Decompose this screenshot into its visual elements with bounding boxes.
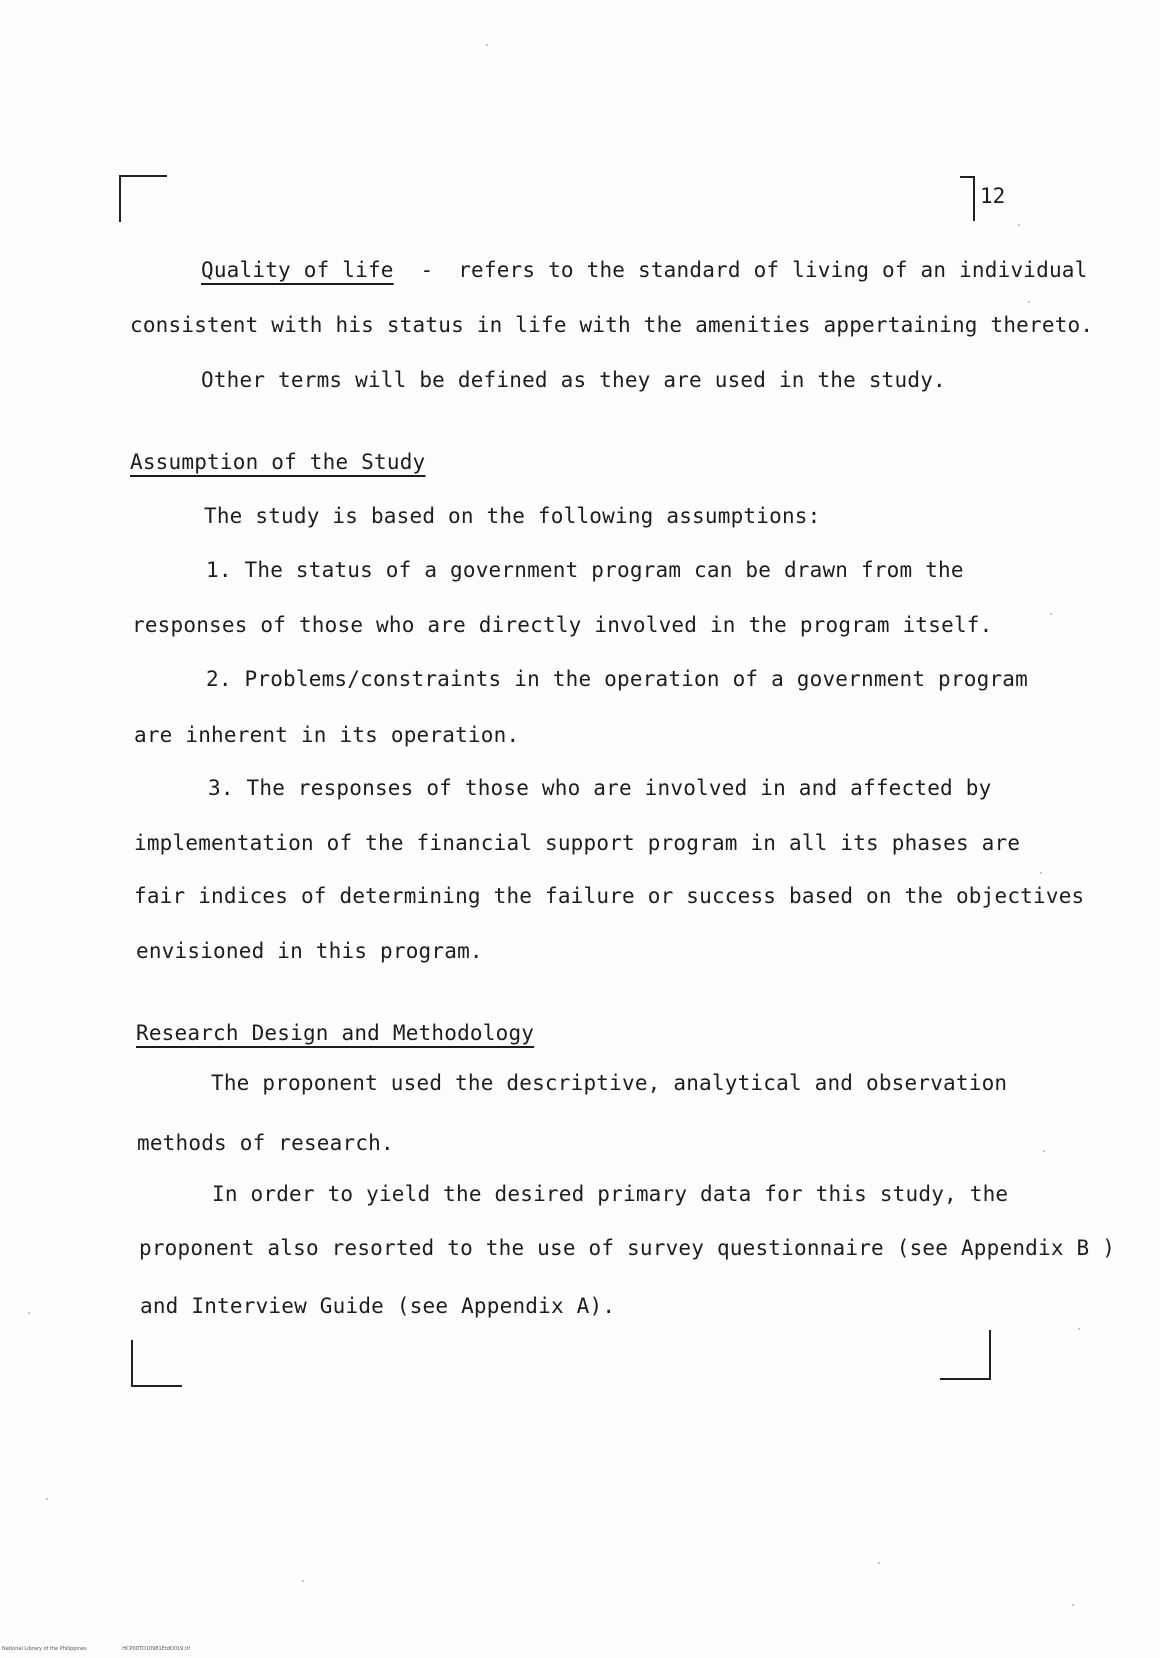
assumption-3-line-4: envisioned in this program.: [136, 939, 483, 963]
scan-speck: [1050, 613, 1052, 615]
assumption-1-line-2: responses of those who are directly involved in the program itself.: [132, 613, 993, 637]
assumption-2-line-2: are inherent in its operation.: [134, 723, 520, 747]
scan-speck: [486, 44, 488, 46]
crop-mark-bottom-right-vertical: [989, 1330, 991, 1380]
scan-speck: [46, 1498, 48, 1500]
definition-line-2: consistent with his status in life with the amenities appertaining thereto.: [130, 313, 1094, 337]
assumption-3-line-2: implementation of the financial support program in all its phases are: [134, 831, 1021, 855]
assumption-2-line-1: 2. Problems/constraints in the operation of a government program: [206, 667, 1028, 691]
crop-mark-bottom-left-vertical: [131, 1340, 133, 1387]
scan-speck: [28, 1312, 30, 1314]
methodology-paragraph-1-line-1: The proponent used the descriptive, analytical and observation: [211, 1071, 1008, 1095]
scan-speck: [1028, 301, 1030, 303]
scan-speck: [302, 1580, 304, 1582]
footer-file-id: HCP00TD10981EtdD019.tif: [122, 1646, 191, 1652]
scan-speck: [1043, 1150, 1045, 1152]
scan-speck: [1040, 872, 1042, 874]
scan-speck: [1018, 224, 1020, 226]
assumptions-intro: The study is based on the following assumptions:: [204, 504, 821, 528]
definition-text: refers to the standard of living of an individual: [458, 258, 1088, 282]
methodology-heading: Research Design and Methodology: [136, 1021, 535, 1045]
scan-speck: [878, 1562, 880, 1564]
scan-speck: [1078, 1328, 1080, 1330]
methodology-paragraph-2-line-1: In order to yield the desired primary data for this study, the: [212, 1182, 1009, 1206]
definition-term: Quality of life: [201, 258, 394, 282]
scan-speck: [1072, 1604, 1074, 1606]
scan-footer: [2, 1646, 224, 1652]
footer-library: National Library of the Philippines: [2, 1646, 87, 1652]
assumption-3-line-1: 3. The responses of those who are involved in and affected by: [208, 776, 992, 800]
definition-dash: -: [420, 258, 434, 282]
crop-mark-top-left-vertical: [119, 175, 121, 222]
crop-mark-bottom-right-horizontal: [940, 1378, 991, 1380]
methodology-paragraph-1-line-2: methods of research.: [137, 1131, 394, 1155]
page-number: 12: [980, 184, 1006, 208]
assumptions-heading: Assumption of the Study: [130, 450, 426, 474]
definition-line-1: [201, 260, 1088, 281]
crop-mark-top-right-vertical: [973, 176, 975, 221]
crop-mark-bottom-left-horizontal: [131, 1385, 182, 1387]
assumption-3-line-3: fair indices of determining the failure or success based on the objectives: [134, 884, 1085, 908]
methodology-paragraph-2-line-3: and Interview Guide (see Appendix A).: [140, 1294, 616, 1318]
crop-mark-top-left-horizontal: [119, 175, 167, 177]
methodology-paragraph-2-line-2: proponent also resorted to the use of survey questionnaire (see Appendix B ): [139, 1236, 1116, 1260]
assumption-1-line-1: 1. The status of a government program can be drawn from the: [206, 558, 964, 582]
other-terms-paragraph: Other terms will be defined as they are used in the study.: [201, 368, 946, 392]
